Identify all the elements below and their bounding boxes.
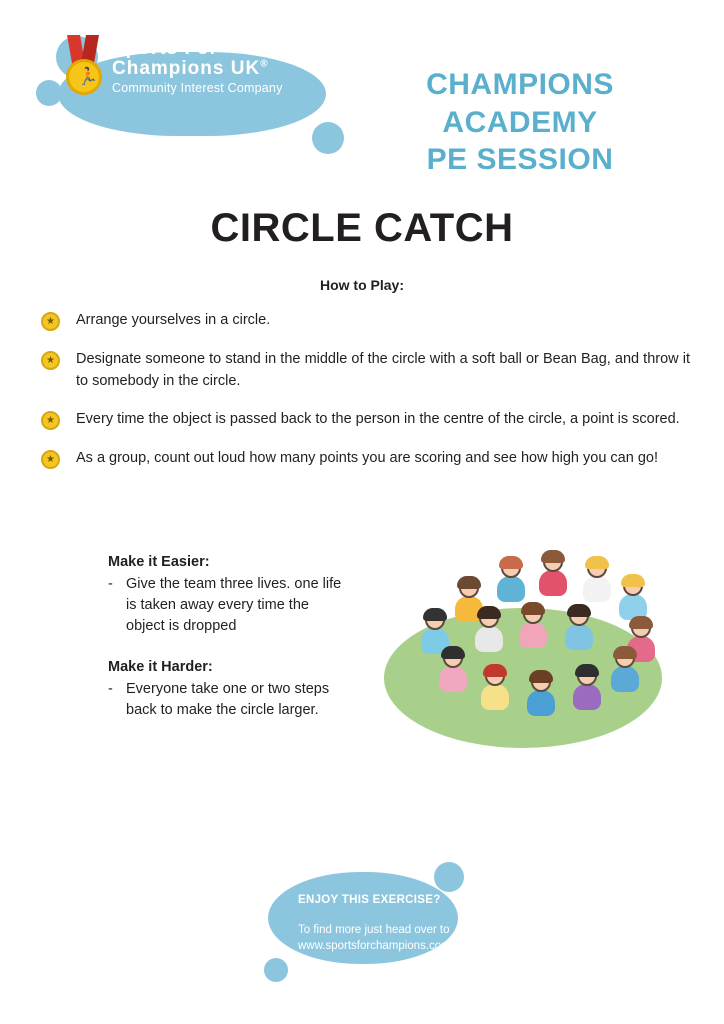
child-body	[527, 690, 555, 716]
children-sitting-in-circle-illustration	[376, 548, 672, 758]
variations-section	[108, 552, 348, 723]
make-it-harder-text: Everyone take one or two steps back to make the circle larger.	[126, 681, 330, 719]
list-item	[38, 310, 690, 332]
brand-line-2-text: Champions UK	[112, 57, 261, 79]
child-figure	[478, 666, 512, 712]
child-hair	[457, 576, 481, 589]
medal-bullet-icon: ★	[41, 450, 60, 469]
child-figure	[562, 606, 596, 652]
step-text: Designate someone to stand in the middle of the circle with a soft ball or Bean Bag, and throw it to somebody in the circle.	[76, 350, 690, 389]
blob-dot-bottom-right	[312, 122, 344, 154]
step-text: Every time the object is passed back to the person in the centre of the circle, a point is scored.	[76, 411, 680, 428]
footer-question: ENJOY THIS EXERCISE?	[298, 894, 441, 906]
dash-marker: -	[108, 576, 113, 593]
brand-logo	[60, 32, 296, 102]
medal-runner-icon	[60, 35, 106, 99]
make-it-harder-block	[108, 657, 348, 721]
how-to-play-label: How to Play:	[319, 277, 404, 293]
make-it-easier-title: Make it Easier:	[108, 554, 210, 570]
medal-bullet-icon: ★	[41, 351, 60, 370]
header-title-line-1: CHAMPIONS ACADEMY	[426, 68, 614, 139]
child-body	[481, 684, 509, 710]
footer-blob-dot-bottom	[264, 958, 288, 982]
child-figure	[608, 648, 642, 694]
brand-line-3: Community Interest Company	[112, 80, 283, 95]
child-body	[573, 684, 601, 710]
step-text: As a group, count out loud how many points you are scoring and see how high you can go!	[76, 450, 658, 466]
brand-line-2	[112, 59, 283, 79]
footer-website[interactable]: www.sportsforchampions.com	[298, 940, 451, 953]
child-hair	[529, 670, 553, 683]
list-item	[38, 349, 690, 393]
child-hair	[423, 608, 447, 621]
child-body	[475, 626, 503, 652]
footer-text	[298, 892, 498, 955]
child-body	[519, 622, 547, 648]
child-figure	[494, 558, 528, 604]
child-figure	[472, 608, 506, 654]
child-figure	[570, 666, 604, 712]
list-item	[108, 574, 348, 637]
make-it-easier-text: Give the team three lives. one life is taken away every time the object is dropped	[126, 576, 342, 635]
header-title-line-2: PE SESSION	[426, 143, 614, 176]
child-hair	[483, 664, 507, 677]
child-hair	[575, 664, 599, 677]
child-body	[565, 624, 593, 650]
child-hair	[521, 602, 545, 615]
child-figure	[580, 558, 614, 604]
child-hair	[621, 574, 645, 587]
list-item	[38, 409, 690, 431]
dash-marker: -	[108, 681, 113, 698]
child-hair	[567, 604, 591, 617]
child-figure	[616, 576, 650, 622]
list-item	[108, 679, 348, 721]
runner-glyph: 🏃	[77, 67, 99, 86]
child-figure	[516, 604, 550, 650]
instruction-steps-list	[38, 310, 690, 487]
child-hair	[613, 646, 637, 659]
child-hair	[629, 616, 653, 629]
child-hair	[499, 556, 523, 569]
registered-mark: ®	[260, 58, 269, 70]
child-figure	[536, 552, 570, 598]
header-title	[350, 66, 690, 179]
make-it-easier-block	[108, 552, 348, 637]
footer-line-1: To find more just head over to	[298, 923, 450, 936]
medal-bullet-icon: ★	[41, 312, 60, 331]
child-hair	[541, 550, 565, 563]
footer-blob-dot-top	[434, 862, 464, 892]
child-hair	[477, 606, 501, 619]
medal-bullet-icon: ★	[41, 411, 60, 430]
child-body	[497, 576, 525, 602]
child-body	[611, 666, 639, 692]
list-item	[38, 448, 690, 470]
child-hair	[585, 556, 609, 569]
child-body	[583, 576, 611, 602]
make-it-harder-title: Make it Harder:	[108, 659, 213, 676]
child-figure	[436, 648, 470, 694]
child-figure	[524, 672, 558, 718]
child-body	[539, 570, 567, 596]
child-hair	[441, 646, 465, 659]
step-text: Arrange yourselves in a circle.	[76, 312, 271, 328]
brand-line-1: Sports For	[112, 38, 219, 59]
brand-logo-text	[112, 39, 283, 95]
child-body	[439, 666, 467, 692]
page-title: CIRCLE CATCH	[210, 206, 514, 250]
